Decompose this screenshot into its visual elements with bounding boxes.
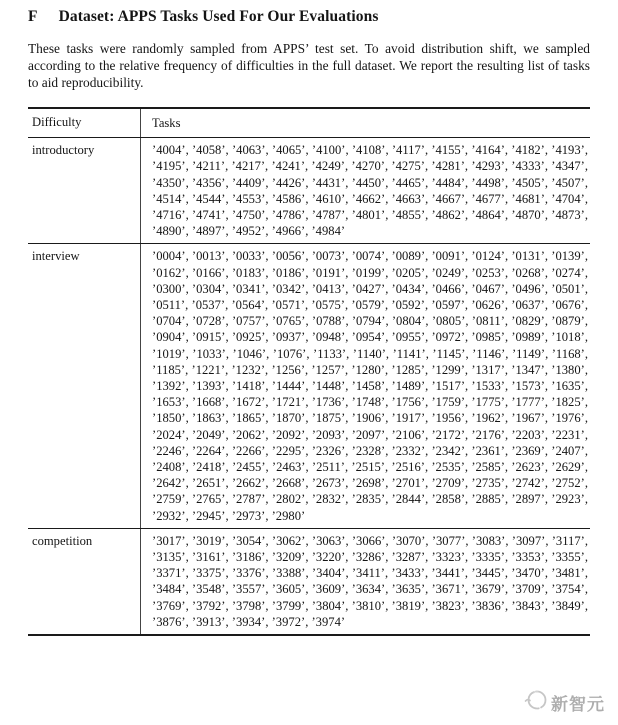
intro-paragraph: These tasks were randomly sampled from APPS’ test set. To avoid distribution shift, we sampled according to the relative frequency of difficulties in the full dataset. We report the resulting list of tasks to aid reproducibility. (28, 41, 590, 90)
table-row-introductory (28, 138, 590, 244)
difficulty-cell: introductory (32, 143, 95, 158)
xinzhiyuan-logo-icon (524, 688, 548, 717)
section-title: Dataset: APPS Tasks Used For Our Evaluations (58, 8, 379, 25)
tasks-cell: ’4004’, ’4058’, ’4063’, ’4065’, ’4100’, ’4108’, ’4117’, ’4155’, ’4164’, ’4182’, ’4193’, ’4195’, ’4211’, ’4217’, ’4241’, ’4249’, ’4270’, ’4275’, ’4281’, ’4293’, ’4333’, ’4347’, ’4350’, ’4356’, ’4409’, ’4426’, ’4431’, ’4450’, ’4465’, ’4484’, ’4498’, ’4505’, ’4507’, ’4514’, ’4544’, ’4553’, ’4586’, ’4610’, ’4662’, ’4663’, ’4667’, ’4677’, ’4681’, ’4704’, ’4716’, ’4741’, ’4750’, ’4786’, ’4787’, ’4801’, ’4855’, ’4862’, ’4864’, ’4870’, ’4873’, ’4890’, ’4897’, ’4952’, ’4966’, ’4984’ (140, 138, 590, 243)
section-heading (28, 8, 590, 26)
tasks-cell: ’0004’, ’0013’, ’0033’, ’0056’, ’0073’, ’0074’, ’0089’, ’0091’, ’0124’, ’0131’, ’0139’, ’0162’, ’0166’, ’0183’, ’0186’, ’0191’, ’0199’, ’0205’, ’0249’, ’0253’, ’0268’, ’0274’, ’0300’, ’0304’, ’0341’, ’0342’, ’0413’, ’0427’, ’0434’, ’0466’, ’0467’, ’0496’, ’0501’, ’0511’, ’0537’, ’0564’, ’0571’, ’0575’, ’0579’, ’0592’, ’0597’, ’0626’, ’0637’, ’0676’, ’0704’, ’0728’, ’0757’, ’0765’, ’0788’, ’0794’, ’0804’, ’0805’, ’0811’, ’0829’, ’0879’, ’0904’, ’0915’, ’0925’, ’0937’, ’0948’, ’0954’, ’0955’, ’0972’, ’0985’, ’0989’, ’1018’, ’1019’, ’1033’, ’1046’, ’1076’, ’1133’, ’1140’, ’1141’, ’1145’, ’1146’, ’1149’, ’1168’, ’1185’, ’1221’, ’1232’, ’1256’, ’1257’, ’1280’, ’1285’, ’1299’, ’1317’, ’1347’, ’1380’, ’1392’, ’1393’, ’1418’, ’1444’, ’1448’, ’1458’, ’1489’, ’1517’, ’1533’, ’1573’, ’1635’, ’1653’, ’1668’, ’1672’, ’1721’, ’1736’, ’1748’, ’1756’, ’1759’, ’1775’, ’1777’, ’1825’, ’1850’, ’1863’, ’1865’, ’1870’, ’1875’, ’1906’, ’1917’, ’1956’, ’1962’, ’1967’, ’1976’, ’2024’, ’2049’, ’2062’, ’2092’, ’2093’, ’2097’, ’2106’, ’2172’, ’2176’, ’2203’, ’2231’, ’2246’, ’2264’, ’2266’, ’2295’, ’2326’, ’2328’, ’2332’, ’2342’, ’2361’, ’2369’, ’2407’, ’2408’, ’2418’, ’2455’, ’2463’, ’2511’, ’2515’, ’2516’, ’2535’, ’2585’, ’2623’, ’2629’, ’2642’, ’2651’, ’2662’, ’2668’, ’2673’, ’2698’, ’2701’, ’2709’, ’2735’, ’2742’, ’2752’, ’2759’, ’2765’, ’2787’, ’2802’, ’2832’, ’2835’, ’2844’, ’2858’, ’2885’, ’2897’, ’2923’, ’2932’, ’2945’, ’2973’, ’2980’ (140, 244, 590, 527)
column-header-tasks: Tasks (140, 109, 590, 137)
tasks-table (28, 107, 590, 636)
table-row-interview (28, 244, 590, 528)
watermark-text: 新智元 (551, 695, 605, 715)
difficulty-cell: interview (32, 249, 80, 264)
table-header-row (28, 109, 590, 138)
section-label: F (28, 8, 38, 25)
column-header-difficulty: Difficulty (32, 115, 82, 129)
table-row-competition (28, 529, 590, 634)
difficulty-cell: competition (32, 533, 93, 548)
tasks-cell: ’3017’, ’3019’, ’3054’, ’3062’, ’3063’, ’3066’, ’3070’, ’3077’, ’3083’, ’3097’, ’3117’, ’3135’, ’3161’, ’3186’, ’3209’, ’3220’, ’3286’, ’3287’, ’3323’, ’3335’, ’3353’, ’3355’, ’3371’, ’3375’, ’3376’, ’3388’, ’3404’, ’3411’, ’3433’, ’3441’, ’3445’, ’3470’, ’3481’, ’3484’, ’3548’, ’3557’, ’3605’, ’3609’, ’3634’, ’3635’, ’3671’, ’3679’, ’3709’, ’3754’, ’3769’, ’3792’, ’3798’, ’3799’, ’3804’, ’3810’, ’3819’, ’3823’, ’3836’, ’3843’, ’3849’, ’3876’, ’3913’, ’3934’, ’3972’, ’3974’ (140, 529, 590, 634)
watermark (524, 688, 605, 717)
